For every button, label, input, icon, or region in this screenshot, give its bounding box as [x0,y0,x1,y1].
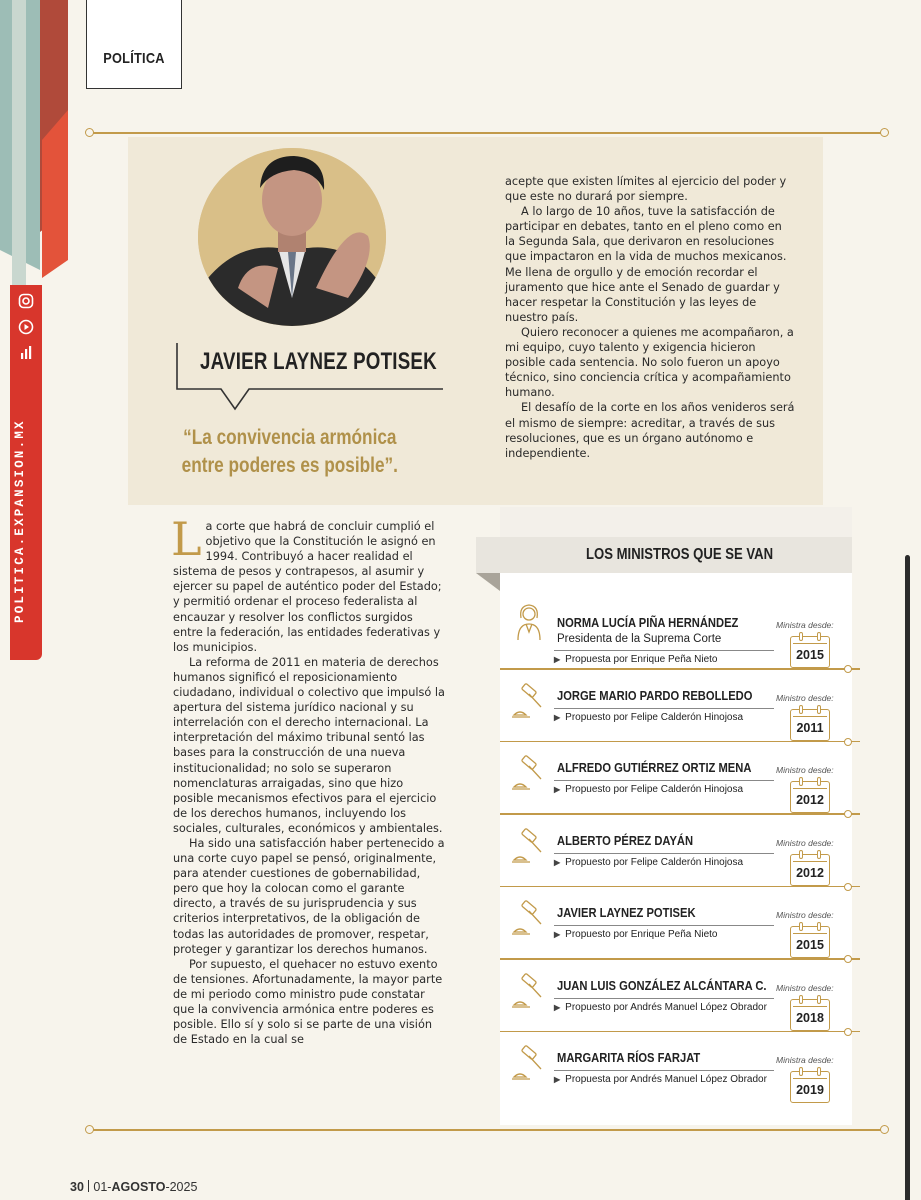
paragraph: La corte que habrá de concluir cumplió el objetivo que la Constitución le asignó en 1994. Contribuyó a hacer realidad el sistema de pesos y contrapesos, al asumir y ejercer su papel de auténtico poder del Estado; y permitió ordenar el proceso federalista al encauzar y resolver los conflictos surgidos entre la federación, las entidades federativas y los municipios. [171,512,442,654]
year-since: 2019 [796,1083,824,1097]
proposed-by: ▶ Propuesto por Enrique Peña Nieto [554,929,718,940]
bottom-divider [92,1129,882,1131]
pull-quote: “La convivencia armónica entre poderes es posible”. [181,426,398,477]
decorative-stripes [0,0,70,300]
divider-dot [85,128,94,137]
proposed-by: ▶ Propuesta por Enrique Peña Nieto [554,654,718,665]
minister-name: ALBERTO PÉREZ DAYÁN [557,832,694,848]
ministers-list [500,573,852,1125]
paragraph: Por supuesto, el quehacer no estuvo exento de tensiones. Afortunadamente, la mayor parte de mi periodo como ministro pude constatar que la convivencia armónica entre poderes es posible. Ello sí y solo si se parte de una visión de Estado en la cual se [173,957,443,1047]
top-divider [92,132,882,134]
author-name: JAVIER LAYNEZ POTISEK [200,348,437,375]
year-since: 2015 [796,938,824,952]
minister-row [500,1025,852,1097]
since-label: Ministro desde: [776,982,834,993]
name-underline [554,650,774,651]
gavel-icon [510,971,548,1011]
name-underline [554,925,774,926]
minister-role: Presidenta de la Suprema Corte [557,633,722,645]
issue-date-day: 01- [93,1180,112,1194]
website-url[interactable]: POLITICA.EXPANSION.MX [13,419,27,623]
youtube-icon[interactable] [16,317,36,337]
woman-justice-icon [510,602,548,642]
minister-row [500,663,852,735]
name-underline [554,708,774,709]
year-since: 2012 [796,793,824,807]
gavel-icon [510,1043,548,1083]
section-label: POLÍTICA [103,50,165,67]
minister-name: MARGARITA RÍOS FARJAT [557,1050,701,1065]
paragraph: El desafío de la corte en los años venideros será el mismo de siempre: acreditar, a través de sus resoluciones, que es un órgano autónomo e independiente. [505,401,795,460]
ministers-box-top [500,507,852,537]
bar-chart-icon[interactable] [16,343,36,363]
issue-date-month: AGOSTO [111,1180,166,1194]
drop-cap: L [171,512,202,566]
year-since: 2018 [796,1010,824,1025]
year-since: 2012 [796,865,824,880]
author-portrait [198,148,386,326]
sidebar-red-bar [10,285,42,660]
proposed-by: ▶ Propuesto por Felipe Calderón Hinojosa [554,711,744,723]
proposed-by: ▶ Propuesta por Andrés Manuel López Obrador [554,1074,767,1085]
page-footer [70,1180,197,1194]
instagram-icon[interactable] [16,291,36,311]
proposed-by: ▶ Propuesto por Felipe Calderón Hinojosa [554,784,744,795]
paragraph: La reforma de 2011 en materia de derechos humanos significó el reposicionamiento ciudadano, individual o colectivo que impulsó la apertura del sistema jurídico nacional y su interrelación con el derecho internacional. La interpretación del máximo tribunal sentó las bases para la construcción de una nueva institucionalidad; no solo se superaron nomenclaturas arraigadas, sino que hizo posible mecanismos efectivos para el ejercicio de los derechos humanos, incluyendo los sociales, culturales, económicos y ambientales. [173,655,445,835]
gavel-icon [510,826,548,866]
proposed-by: ▶ Propuesto por Andrés Manuel López Obrador [554,1001,767,1013]
name-underline [554,780,774,781]
minister-row [500,590,852,665]
calendar-icon [790,1071,830,1103]
minister-name: JUAN LUIS GONZÁLEZ ALCÁNTARA C. [557,977,767,993]
paragraph: Ha sido una satisfacción haber pertenecido a una corte cuyo papel se pensó, originalmente, para atender cuestiones de gobernabilidad, pero que hoy la colocan como el garante directo, a través de su jurisprudencia y sus criterios interpretativos, de la obligación de todas las autoridades de promover, respetar, proteger y garantizar los derechos humanos. [173,836,445,956]
gavel-icon [510,898,548,938]
year-since: 2015 [796,648,824,662]
ministers-box-title: LOS MINISTROS QUE SE VAN [586,546,774,563]
issue-date-year: -2025 [165,1180,198,1194]
name-underline [554,998,774,999]
proposed-by: ▶ Propuesto por Felipe Calderón Hinojosa [554,856,744,868]
since-label: Ministro desde: [776,692,834,703]
divider-dot [880,1125,889,1134]
paragraph: A lo largo de 10 años, tuve la satisfacción de participar en debates, tanto en el pleno como en la Segunda Sala, que derivaron en resoluciones que impactaron en la vida de muchos mexicanos. Me llena de orgullo y de emoción recordar el juramento que hice ante el Senado de guardar y hacer respetar la Constitución y las leyes de nuestro país. [505,205,787,324]
minister-row [500,880,852,952]
article-left-column [171,512,446,1047]
since-label: Ministro desde: [776,837,834,848]
since-label: Ministro desde: [776,765,834,775]
gavel-icon [510,681,548,721]
minister-row [500,735,852,807]
section-tag [86,0,182,89]
minister-name: JAVIER LAYNEZ POTISEK [557,905,696,920]
scrollbar[interactable] [905,555,910,1200]
gavel-icon [510,753,548,793]
since-label: Ministra desde: [776,620,834,630]
page-number: 30 [70,1180,84,1194]
minister-row [500,953,852,1025]
minister-row [500,808,852,880]
paragraph: Quiero reconocer a quienes me acompañaron, a mi equipo, cuyo talento y exigencia hicieron posible cada sentencia. No solo fueron un apoyo técnico, sino conciencia crítica y acompañamiento humano. [505,325,794,400]
since-label: Ministra desde: [776,1055,834,1065]
paragraph: acepte que existen límites al ejercicio del poder y que este no durará por siempre. [505,175,787,204]
minister-name: NORMA LUCÍA PIÑA HERNÁNDEZ [557,615,739,630]
minister-name: JORGE MARIO PARDO REBOLLEDO [557,687,753,703]
minister-name: ALFREDO GUTIÉRREZ ORTIZ MENA [557,760,752,775]
year-since: 2011 [796,720,824,735]
name-underline [554,853,774,854]
ribbon-fold [476,573,500,591]
since-label: Ministro desde: [776,910,834,920]
name-underline [554,1070,774,1071]
article-right-column [505,174,795,461]
divider-dot [85,1125,94,1134]
divider-dot [880,128,889,137]
ministers-box-header [476,537,852,573]
